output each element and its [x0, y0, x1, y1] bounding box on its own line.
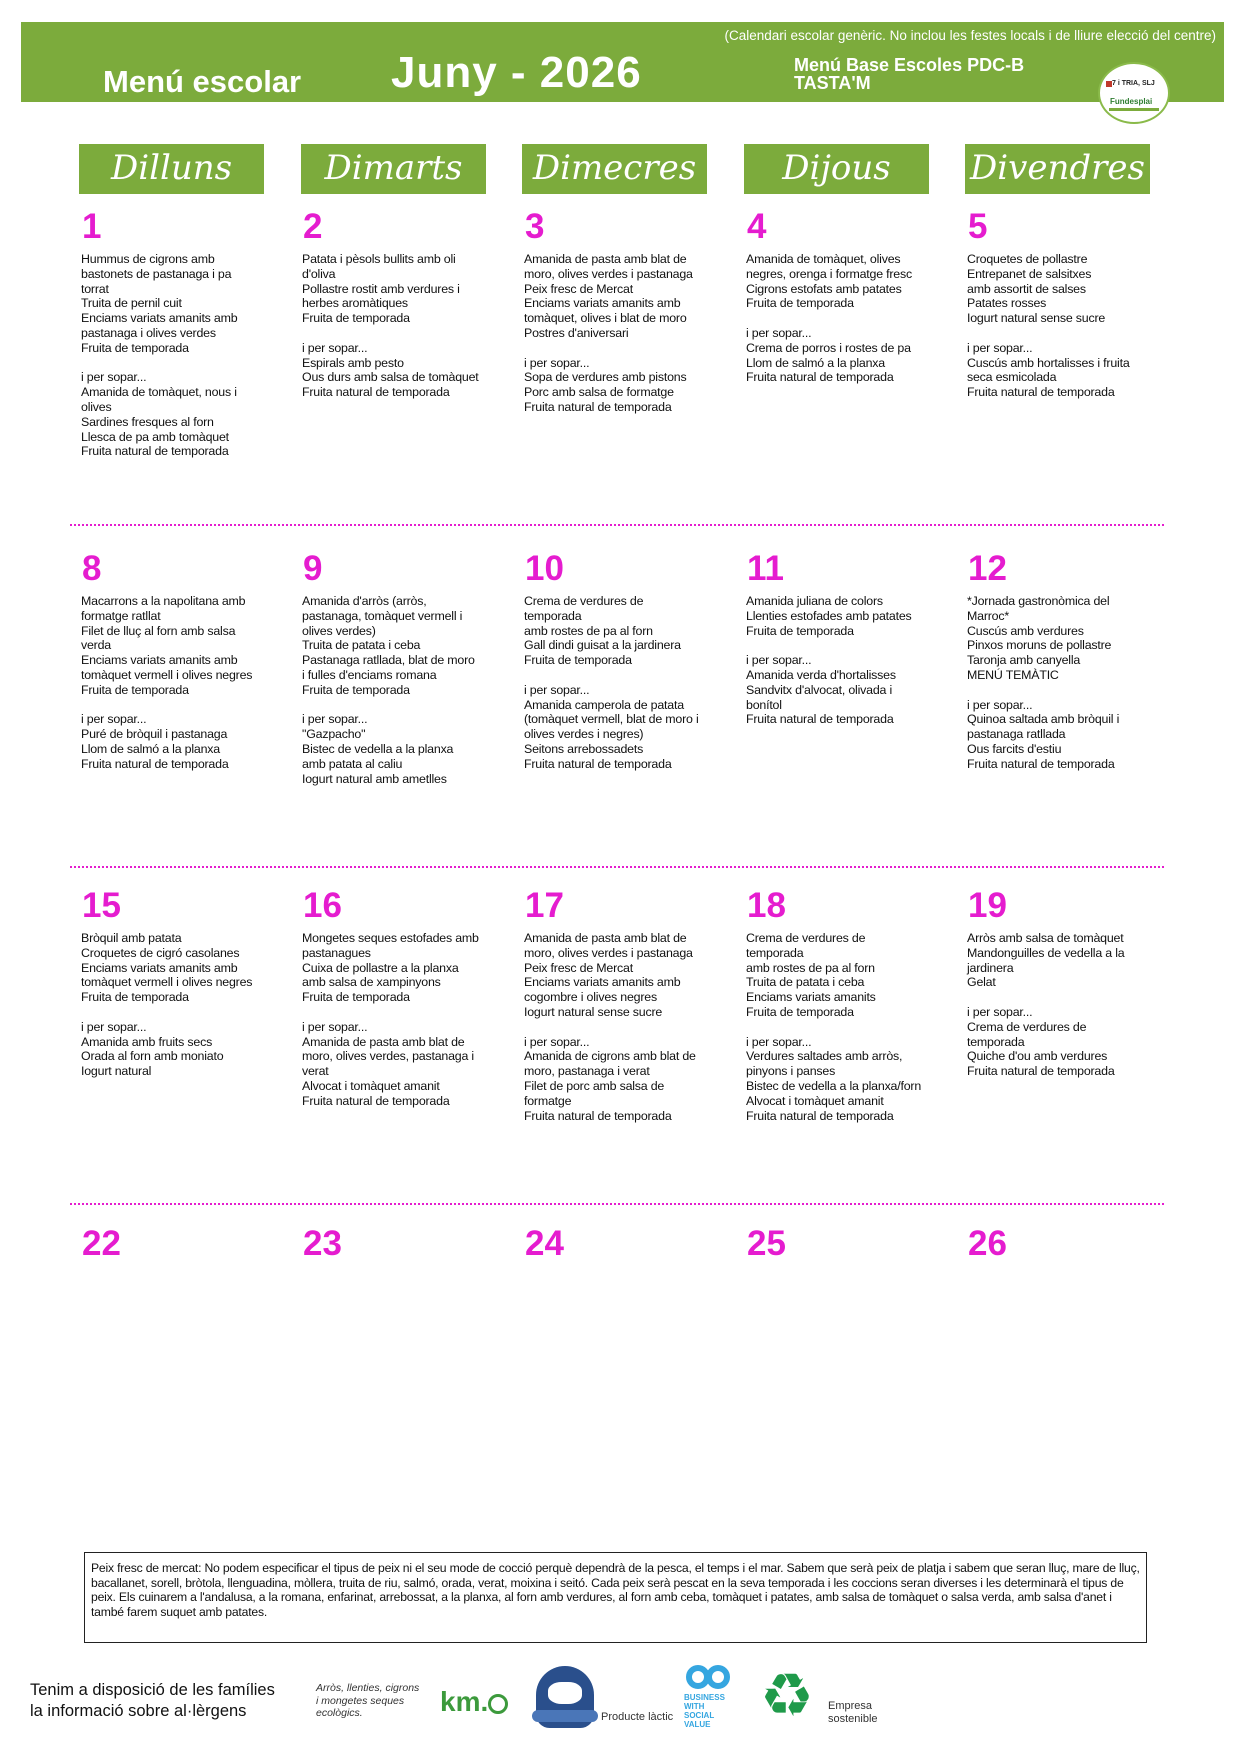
header-banner — [21, 22, 1224, 102]
bsv-line2: WITH — [684, 1702, 705, 1711]
day-menu: Macarrons a la napolitana amb formatge ratllat Filet de lluç al forn amb salsa verda Enciams variats amanits amb tomàquet vermell i olives negres Fruita de temporada i per sopar... Puré de bròquil i pastanaga Llom de salmó a la planxa Fruita natural de temporada — [81, 594, 253, 771]
bsv-line1: BUSINESS — [684, 1693, 725, 1702]
month-title: Juny - 2026 — [391, 48, 642, 97]
menu-base-label — [794, 56, 1024, 92]
day-number: 22 — [82, 1224, 121, 1263]
page-title: Menú escolar — [103, 64, 302, 99]
fundesplai-logo-icon — [1098, 62, 1170, 124]
day-number: 11 — [747, 549, 784, 588]
day-menu: Hummus de cigrons amb bastonets de pastanaga i pa torrat Truita de pernil cuit Enciams variats amanits amb pastanaga i olives verdes Fruita de temporada i per sopar... Amanida de tomàquet, nous i olives Sardines fresques al forn Llesca de pa amb tomàquet Fruita natural de temporada — [81, 252, 238, 459]
fresh-fish-note: Peix fresc de mercat: No podem especificar el tipus de peix ni el seu mode de cocció perquè dependrà de la pesca, el temps i el mar. Sabem que serà peix de platja i sabem que seran lluç, mare de lluç, bacallanet, sorell, bròtola, llenguadina, mòllera, truita de riu, salmó, orada, verat, moixina i seitó. Cada peix serà pescat en la seva temporada i les coccions seran diverses i les determinarà el tipus de peix. Els cuinarem a l'andalusa, a la romana, enfarinat, arrebossat, a la planxa, al forn amb verdures, al forn amb ceba, tomàquet i patates, amb salsa de tomàquet o salsa verda, amb salsa d'anet i també farem suquet amb patates. — [84, 1552, 1147, 1643]
day-number: 15 — [82, 886, 121, 925]
allergens-line1: Tenim a disposició de les famílies — [30, 1681, 275, 1699]
menu-base-line1: Menú Base Escoles PDC-B — [794, 55, 1025, 75]
day-number: 3 — [525, 207, 545, 246]
logo-text-fundesplai: Fundesplai — [1110, 97, 1153, 106]
weekday-header-3: Dijous — [744, 144, 929, 194]
day-number: 23 — [303, 1224, 342, 1263]
day-number: 17 — [525, 886, 564, 925]
day-menu: Crema de verdures de temporada amb rostes de pa al forn Gall dindi guisat a la jardinera Fruita de temporada i per sopar... Amanida camperola de patata (tomàquet vermell, blat de moro i olives verdes i negres) Seitons arrebossadets Fruita natural de temporada — [524, 594, 699, 771]
weekday-header-2: Dimecres — [522, 144, 707, 194]
day-number: 10 — [525, 549, 564, 588]
day-number: 5 — [968, 207, 988, 246]
day-menu: Amanida juliana de colors Llenties estofades amb patates Fruita de temporada i per sopar... Amanida verda d'hortalisses Sandvitx d'alvocat, olivada i bonítol Fruita natural de temporada — [746, 594, 912, 727]
weekday-header-1: Dimarts — [301, 144, 486, 194]
km0-text: km. — [440, 1686, 489, 1717]
day-menu: Mongetes seques estofades amb pastanagues Cuixa de pollastre a la planxa amb salsa de xampinyons Fruita de temporada i per sopar... Amanida de pasta amb blat de moro, olives verdes, pastanaga i verat Alvocat i tomàquet amanit Fruita natural de temporada — [302, 931, 479, 1108]
day-number: 4 — [747, 207, 767, 246]
day-menu: Croquetes de pollastre Entrepanet de salsitxes amb assortit de salses Patates rosses Iogurt natural sense sucre i per sopar... Cuscús amb hortalisses i fruita seca esmicolada Fruita natural de temporada — [967, 252, 1130, 400]
day-number: 9 — [303, 549, 323, 588]
km0-logo-icon — [440, 1686, 508, 1718]
sost-line1: Empresa — [828, 1700, 873, 1712]
day-number: 8 — [82, 549, 102, 588]
day-number: 26 — [968, 1224, 1007, 1263]
day-menu: Amanida d'arròs (arròs, pastanaga, tomàquet vermell i olives verdes) Truita de patata i ceba Pastanaga ratllada, blat de moro i fulles d'enciams romana Fruita de temporada i per sopar... "Gazpacho" Bistec de vedella a la planxa amb patata al caliu Iogurt natural amb ametlles — [302, 594, 475, 786]
weekday-header-4: Divendres — [965, 144, 1150, 194]
day-number: 24 — [525, 1224, 564, 1263]
week-separator — [70, 524, 1164, 526]
day-number: 12 — [968, 549, 1007, 588]
recycle-icon: ♻ — [760, 1662, 814, 1729]
bsv-line3: SOCIAL — [684, 1711, 715, 1720]
week-separator — [70, 1203, 1164, 1205]
sustainable-company-label — [828, 1700, 878, 1726]
day-number: 2 — [303, 207, 323, 246]
day-menu: Amanida de tomàquet, olives negres, orenga i formatge fresc Cigrons estofats amb patates Fruita de temporada i per sopar... Crema de porros i rostes de pa Llom de salmó a la planxa Fruita natural de temporada — [746, 252, 912, 385]
week-separator — [70, 866, 1164, 868]
allergens-info — [30, 1680, 275, 1722]
bsv-line4: VALUE — [684, 1720, 711, 1729]
day-menu: Amanida de pasta amb blat de moro, olives verdes i pastanaga Peix fresc de Mercat Enciams variats amanits amb tomàquet, olives i blat de moro Postres d'aniversari i per sopar... Sopa de verdures amb pistons Porc amb salsa de formatge Fruita natural de temporada — [524, 252, 693, 414]
allergens-line2: la informació sobre al·lèrgens — [30, 1702, 247, 1720]
day-number: 18 — [747, 886, 786, 925]
eco-line1: Arròs, llenties, cigrons — [316, 1682, 420, 1694]
sost-line2: sostenible — [828, 1713, 878, 1725]
day-menu: Amanida de pasta amb blat de moro, olives verdes i pastanaga Peix fresc de Mercat Enciams variats amanits amb cogombre i olives negres Iogurt natural sense sucre i per sopar... Amanida de cigrons amb blat de moro, pastanaga i verat Filet de porc amb salsa de formatge Fruita natural de temporada — [524, 931, 696, 1123]
logo-text-7itria: 7 i TRIA, SLJ — [1112, 80, 1155, 87]
eco-line2: i mongetes seques — [316, 1694, 405, 1707]
day-number: 1 — [82, 207, 102, 246]
weekday-header-0: Dilluns — [79, 144, 264, 194]
day-menu: Bròquil amb patata Croquetes de cigró casolanes Enciams variats amanits amb tomàquet vermell i olives negres Fruita de temporada i per sopar... Amanida amb fruits secs Orada al forn amb moniato Iogurt natural — [81, 931, 253, 1079]
day-number: 16 — [303, 886, 342, 925]
day-number: 19 — [968, 886, 1007, 925]
day-menu: *Jornada gastronòmica del Marroc* Cuscús amb verdures Pinxos moruns de pollastre Taronja amb canyella MENÚ TEMÀTIC i per sopar... Quinoa saltada amb bròquil i pastanaga ratllada Ous farcits d'estiu Fruita natural de temporada — [967, 594, 1120, 771]
la-fageda-cow-logo-icon — [536, 1666, 594, 1728]
day-menu: Arròs amb salsa de tomàquet Mandonguilles de vedella a la jardinera Gelat i per sopar... Crema de verdures de temporada Quiche d'ou amb verdures Fruita natural de temporada — [967, 931, 1125, 1079]
day-menu: Patata i pèsols bullits amb oli d'oliva Pollastre rostit amb verdures i herbes aromàtiques Fruita de temporada i per sopar... Espirals amb pesto Ous durs amb salsa de tomàquet Fruita natural de temporada — [302, 252, 479, 400]
lactic-product-label: Producte làctic — [601, 1711, 674, 1723]
calendar-note: (Calendari escolar genèric. No inclou les festes locals i de lliure elecció del centre) — [724, 28, 1216, 43]
eco-line3: ecològics. — [316, 1707, 363, 1719]
ecological-legumes-note — [316, 1682, 419, 1720]
day-number: 25 — [747, 1224, 786, 1263]
business-social-value-logo-icon — [684, 1665, 734, 1731]
menu-base-line2: TASTA'M — [794, 73, 871, 93]
day-menu: Crema de verdures de temporada amb rostes de pa al forn Truita de patata i ceba Enciams variats amanits Fruita de temporada i per sopar... Verdures saltades amb arròs, pinyons i panses Bistec de vedella a la planxa/forn Alvocat i tomàquet amanit Fruita natural de temporada — [746, 931, 922, 1123]
